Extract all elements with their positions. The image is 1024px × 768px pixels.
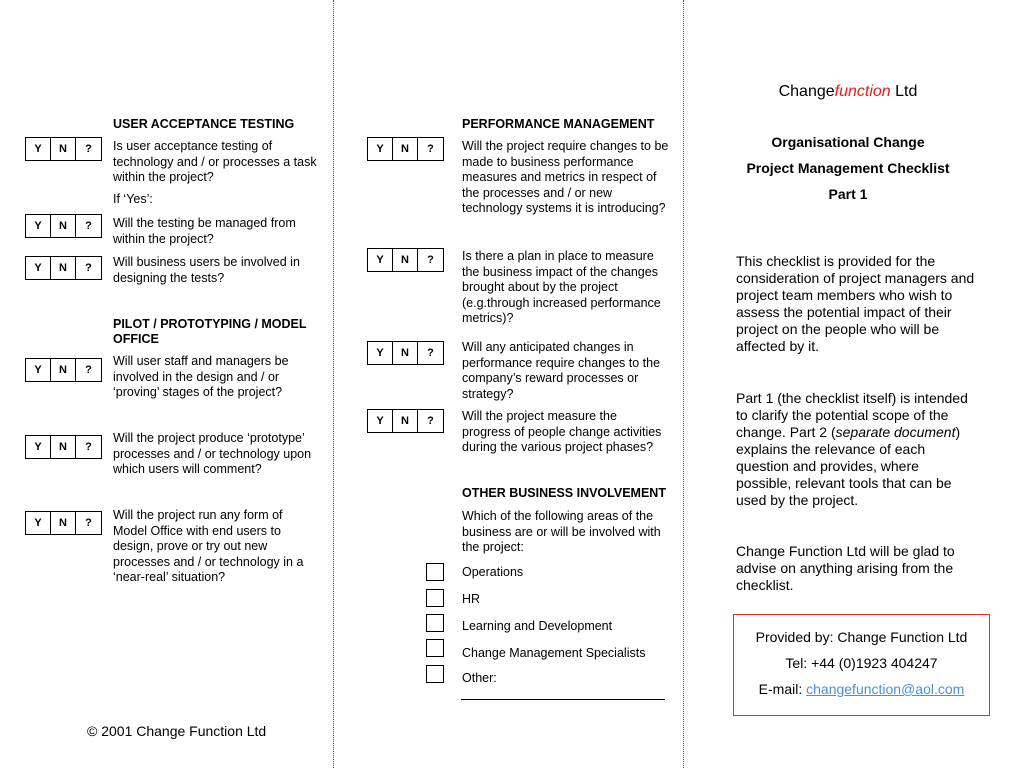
area-hr-label: HR [462,592,481,606]
contact-telephone: Tel: +44 (0)1923 404247 [785,655,938,671]
ynq-y[interactable]: Y [368,410,393,432]
checkbox-other[interactable] [426,665,444,683]
doc-title-line-3: Part 1 [828,186,868,202]
doc-title-line-2: Project Management Checklist [746,160,950,176]
doc-title-line-1: Organisational Change [771,134,925,150]
ynq-n[interactable]: N [51,436,76,458]
perf-question-4: Will the project measure the progress of people change activities during the various project phases? [462,409,662,454]
ynq-perf-3[interactable] [367,341,444,365]
if-yes-label: If ‘Yes’: [113,192,153,206]
ynq-n[interactable]: N [51,138,76,160]
contact-email-link[interactable]: changefunction@aol.com [806,681,965,697]
area-change-mgmt-label: Change Management Specialists [462,646,646,660]
perf-question-2: Is there a plan in place to measure the business impact of the changes brought about by the project (e.g.through increased performance metrics)? [462,249,661,325]
ynq-n[interactable]: N [393,138,418,160]
ynq-pilot-2[interactable] [25,435,102,459]
brand-name-part2: Ltd [895,83,918,100]
perf-question-3: Will any anticipated changes in performance require changes to the company’s reward processes or strategy? [462,340,661,401]
pilot-question-2: Will the project produce ‘prototype’ processes and / or technology upon which users will comment? [113,431,312,476]
part-desc-italic: separate document [835,424,956,440]
ynq-uat-1[interactable] [25,137,102,161]
ynq-y[interactable]: Y [26,257,51,279]
ynq-y[interactable]: Y [368,342,393,364]
pilot-question-1: Will user staff and managers be involved in the design and / or ‘proving’ stages of the project? [113,354,289,399]
ynq-unsure[interactable]: ? [85,364,92,376]
other-intro: Which of the following areas of the business are or will be involved with the project: [462,509,661,554]
ynq-unsure[interactable]: ? [427,347,434,359]
pilot-heading: PILOT / PROTOTYPING / MODEL OFFICE [113,317,307,346]
other-write-in-line[interactable] [461,699,665,700]
ynq-y[interactable]: Y [368,249,393,271]
contact-email-label: E-mail: [758,681,807,697]
intro-paragraph: This checklist is provided for the consideration of project managers and project team members who wish to assess the potential impact of their project on the people who will be affected by it. [736,253,975,354]
brand-name-italic: function [834,83,891,100]
ynq-perf-1[interactable] [367,137,444,161]
checkbox-operations[interactable] [426,563,444,581]
ynq-pilot-1[interactable] [25,358,102,382]
ynq-unsure[interactable]: ? [427,143,434,155]
perf-question-1: Will the project require changes to be made to business performance measures and metrics in respect of the processes and / or new technology systems it is introducing? [462,139,669,215]
ynq-perf-4[interactable] [367,409,444,433]
ynq-unsure[interactable]: ? [427,254,434,266]
area-learning-label: Learning and Development [462,619,613,633]
ynq-n[interactable]: N [393,249,418,271]
ynq-uat-2[interactable] [25,214,102,238]
ynq-n[interactable]: N [51,257,76,279]
ynq-n[interactable]: N [393,342,418,364]
ynq-y[interactable]: Y [368,138,393,160]
ynq-y[interactable]: Y [26,138,51,160]
uat-question-3: Will business users be involved in designing the tests? [113,255,300,285]
perf-heading: PERFORMANCE MANAGEMENT [462,117,655,131]
ynq-y[interactable]: Y [26,215,51,237]
copyright-notice: © 2001 Change Function Ltd [87,723,267,739]
contact-box [733,614,990,716]
column-divider-left [333,0,334,768]
uat-heading: USER ACCEPTANCE TESTING [113,117,295,131]
area-other-label: Other: [462,671,497,685]
part-desc-text-b: ) explains the relevance of each question and provides, where possible, relevant tools that can be used by the project. [736,424,961,508]
column-divider-right [683,0,684,768]
uat-question-1: Is user acceptance testing of technology and / or processes a task within the project? [113,139,317,184]
checkbox-hr[interactable] [426,589,444,607]
other-heading: OTHER BUSINESS INVOLVEMENT [462,486,666,500]
checkbox-change-management[interactable] [426,639,444,657]
part-desc-text-a: Part 1 (the checklist itself) is intended to clarify the potential scope of the change. Part 2 ( [736,390,968,440]
checkbox-learning-development[interactable] [426,614,444,632]
ynq-uat-3[interactable] [25,256,102,280]
uat-question-2: Will the testing be managed from within the project? [113,216,296,246]
ynq-n[interactable]: N [393,410,418,432]
ynq-unsure[interactable]: ? [85,220,92,232]
area-operations-label: Operations [462,565,524,579]
brand-name-part1: Change [778,83,835,100]
ynq-unsure[interactable]: ? [85,143,92,155]
ynq-n[interactable]: N [51,359,76,381]
ynq-y[interactable]: Y [26,359,51,381]
ynq-pilot-3[interactable] [25,511,102,535]
ynq-n[interactable]: N [51,512,76,534]
ynq-unsure[interactable]: ? [427,415,434,427]
ynq-n[interactable]: N [51,215,76,237]
ynq-perf-2[interactable] [367,248,444,272]
ynq-unsure[interactable]: ? [85,517,92,529]
ynq-unsure[interactable]: ? [85,262,92,274]
ynq-y[interactable]: Y [26,512,51,534]
ynq-y[interactable]: Y [26,436,51,458]
ynq-unsure[interactable]: ? [85,441,92,453]
pilot-question-3: Will the project run any form of Model Office with end users to design, prove or try out new processes and / or technology in a ‘near-real’ situation? [113,508,304,584]
contact-provided-by: Provided by: Change Function Ltd [755,629,968,645]
advice-paragraph: Change Function Ltd will be glad to advise on anything arising from the checklist. [736,543,955,593]
brand-logo [700,83,996,101]
part-description-paragraph [736,390,976,509]
contact-email-line [734,681,989,697]
